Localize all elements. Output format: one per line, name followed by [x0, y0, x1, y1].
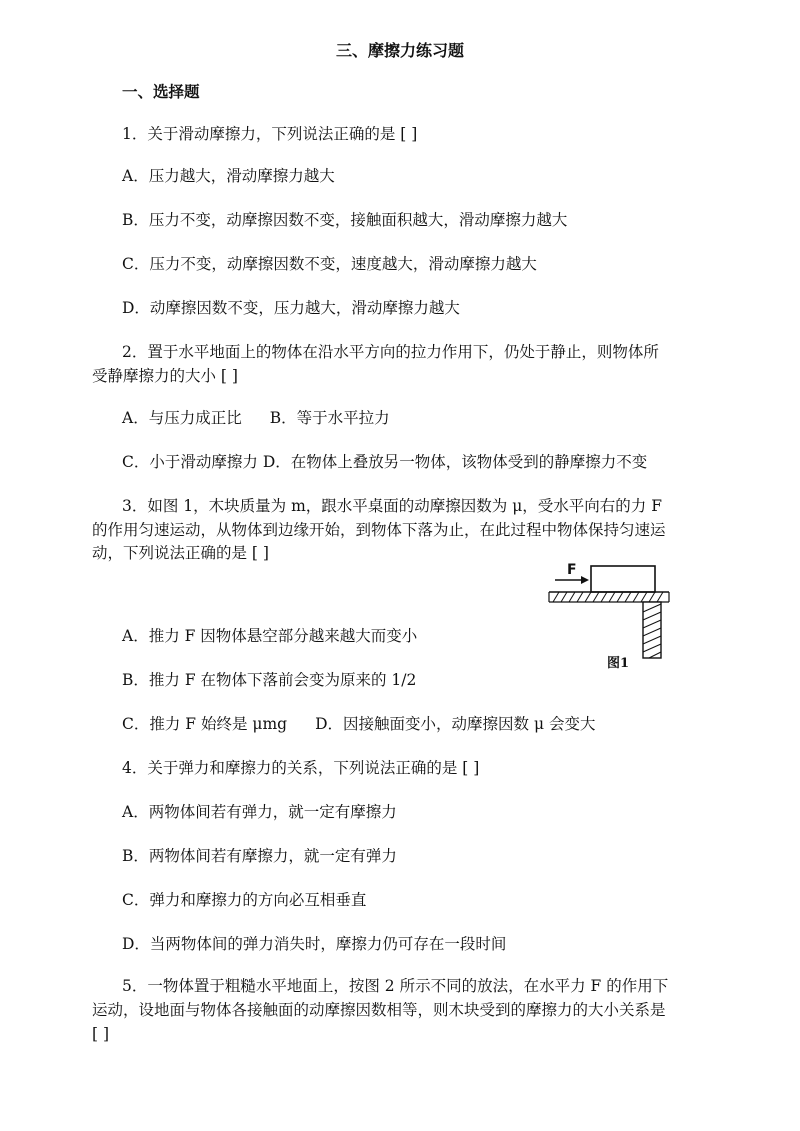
q2-stem-line2: 受静摩擦力的大小 [ ] [92, 367, 238, 385]
q2-options-cd [122, 452, 742, 472]
q2-option-d: D．在物体上叠放另一物体，该物体受到的静摩擦力不变 [262, 453, 648, 471]
q4-stem: 4．关于弹力和摩擦力的关系，下列说法正确的是 [ ] [122, 759, 480, 777]
q3-stem-line2: 的作用匀速运动，从物体到边缘开始，到物体下落为止，在此过程中物体保持匀速运 [92, 521, 666, 539]
q3-option-a: A．推力 F 因物体悬空部分越来越大而变小 [122, 627, 418, 645]
q3-option-c: C．推力 F 始终是 μmg [122, 715, 288, 733]
section-heading: 一、选择题 [122, 83, 200, 101]
q1-option-c: C．压力不变，动摩擦因数不变，速度越大，滑动摩擦力越大 [122, 255, 537, 273]
q3-option-b: B．推力 F 在物体下落前会变为原来的 1/2 [122, 671, 417, 689]
force-label: F [567, 562, 577, 578]
q5-stem-line3: [ ] [92, 1025, 110, 1043]
q4-option-b: B．两物体间若有摩擦力，就一定有弹力 [122, 847, 397, 865]
q4-option-c: C．弹力和摩擦力的方向必互相垂直 [122, 891, 367, 909]
q4-option-a: A．两物体间若有弹力，就一定有摩擦力 [122, 803, 397, 821]
q4-option-d: D．当两物体间的弹力消失时，摩擦力仍可存在一段时间 [122, 935, 507, 953]
arrow-icon [581, 576, 589, 584]
q1-option-d: D．动摩擦因数不变，压力越大，滑动摩擦力越大 [122, 299, 460, 317]
q3-stem-line3: 动，下列说法正确的是 [ ] [92, 544, 269, 562]
q5-stem-line2: 运动，设地面与物体各接触面的动摩擦因数相等，则木块受到的摩擦力的大小关系是 [92, 1001, 666, 1019]
page-title: 三、摩擦力练习题 [335, 41, 464, 60]
figure-1-diagram [545, 560, 675, 675]
q3-options-cd [122, 714, 742, 734]
q2-option-c: C．小于滑动摩擦力 [122, 453, 258, 471]
figure-caption: 图1 [607, 656, 630, 671]
q3-option-d: D．因接触面变小，动摩擦因数 μ 会变大 [315, 715, 596, 733]
q5-stem-line1: 5．一物体置于粗糙水平地面上，按图 2 所示不同的放法，在水平力 F 的作用下 [122, 977, 669, 995]
q2-option-b: B．等于水平拉力 [269, 409, 390, 427]
q2-options-ab [122, 408, 742, 428]
q1-option-a: A．压力越大，滑动摩擦力越大 [122, 167, 335, 185]
table-hatching [553, 592, 663, 602]
q2-option-a: A．与压力成正比 [122, 409, 242, 427]
wooden-block [591, 566, 655, 592]
q1-stem: 1．关于滑动摩擦力，下列说法正确的是 [ ] [122, 125, 418, 143]
q1-option-b: B．压力不变，动摩擦因数不变，接触面积越大，滑动摩擦力越大 [122, 211, 568, 229]
q3-stem-line1: 3．如图 1，木块质量为 m，跟水平桌面的动摩擦因数为 μ，受水平向右的力 F [122, 497, 662, 515]
q2-stem-line1: 2．置于水平地面上的物体在沿水平方向的拉力作用下，仍处于静止，则物体所 [122, 343, 659, 361]
